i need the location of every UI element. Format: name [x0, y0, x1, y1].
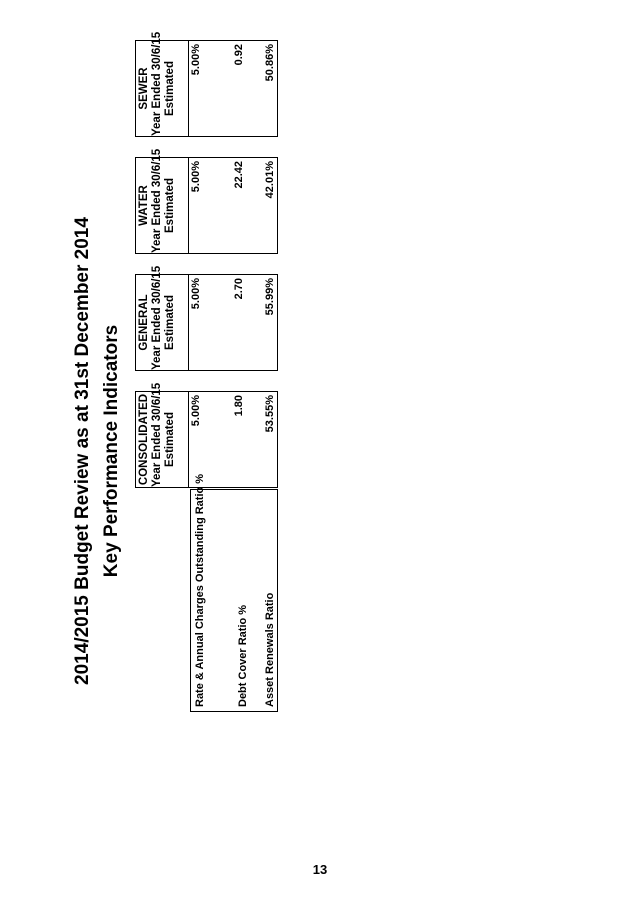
- value-rate-charges: 5.00%: [190, 44, 202, 76]
- row-label-asset-renewals: Asset Renewals Ratio: [264, 592, 276, 707]
- page-title: 2014/2015 Budget Review as at 31st December 2014: [72, 217, 93, 685]
- column-general: [135, 265, 278, 371]
- page-subtitle: Key Performance Indicators: [101, 324, 122, 578]
- row-label-rate-charges: Rate & Annual Charges Outstanding Ratio %: [194, 473, 206, 707]
- value-asset-renewals: 42.01%: [264, 161, 276, 199]
- value-debt-cover: 0.92: [233, 44, 245, 66]
- value-rate-charges: 5.00%: [190, 161, 202, 193]
- column-sewer: [135, 31, 278, 137]
- column-header: WATER Year Ended 30/6/15 Estimated: [136, 158, 189, 253]
- value-asset-renewals: 53.55%: [264, 395, 276, 433]
- page-number: 13: [312, 862, 328, 877]
- column-header: GENERAL Year Ended 30/6/15 Estimated: [136, 275, 189, 370]
- column-header: CONSOLIDATED Year Ended 30/6/15 Estimated: [136, 392, 189, 487]
- value-asset-renewals: 50.86%: [264, 44, 276, 82]
- column-water: [135, 148, 278, 254]
- row-label-debt-cover: Debt Cover Ratio %: [237, 604, 249, 707]
- value-debt-cover: 2.70: [233, 278, 245, 300]
- row-labels-box: [190, 473, 278, 712]
- value-debt-cover: 1.80: [233, 395, 245, 417]
- value-asset-renewals: 55.99%: [264, 278, 276, 316]
- value-debt-cover: 22.42: [233, 161, 245, 189]
- column-consolidated: [135, 382, 278, 488]
- value-rate-charges: 5.00%: [190, 395, 202, 427]
- value-rate-charges: 5.00%: [190, 278, 202, 310]
- column-header: SEWER Year Ended 30/6/15 Estimated: [136, 41, 189, 136]
